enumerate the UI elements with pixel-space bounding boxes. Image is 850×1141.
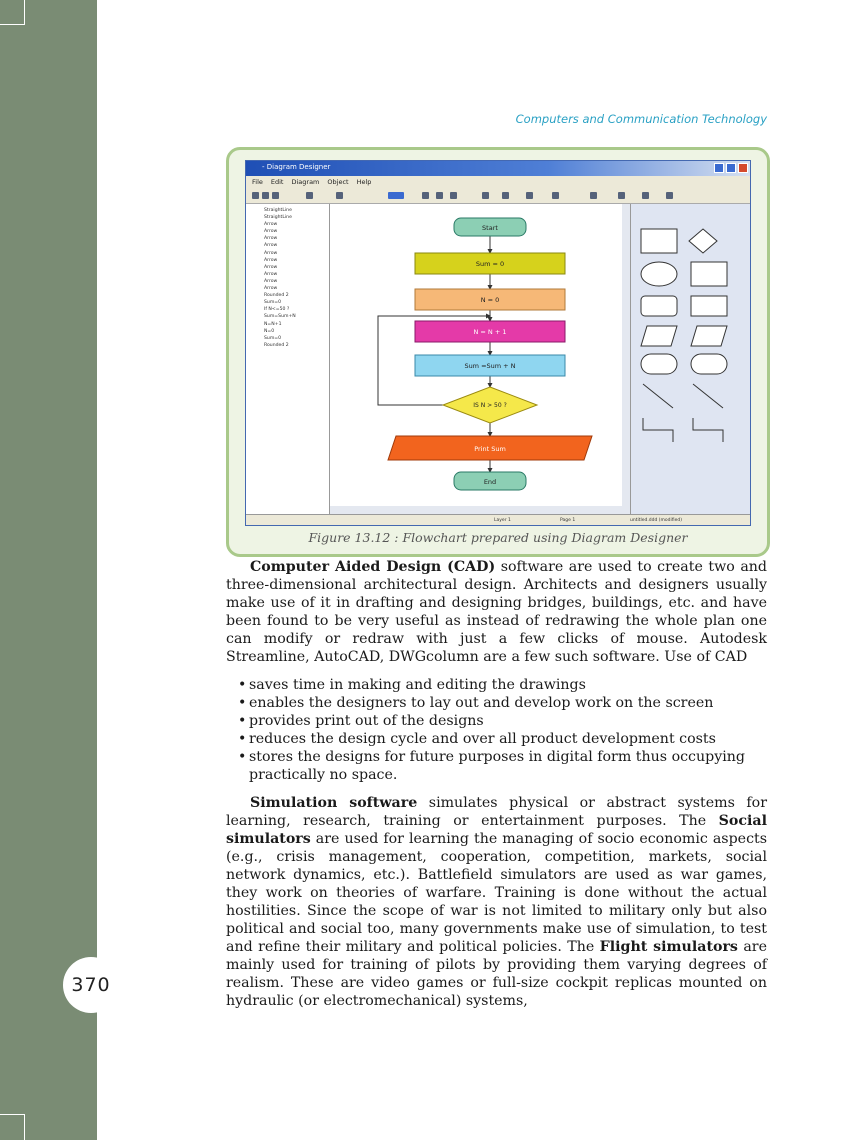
list-item: • saves time in making and editing the drawings <box>238 676 767 694</box>
toolbar <box>246 188 750 204</box>
figure-caption: Figure 13.12 : Flowchart prepared using Diagram Designer <box>308 530 688 545</box>
palette-box-icon <box>691 262 727 286</box>
object-list-item: N=0 <box>264 328 275 334</box>
object-list-item: StraightLine <box>264 208 292 213</box>
print-icon <box>306 192 313 199</box>
term-flight-simulators: Flight simulators <box>599 939 738 955</box>
minimize-icon <box>714 163 724 173</box>
save-icon <box>272 192 279 199</box>
object-list-item: Rounded 2 <box>264 342 289 348</box>
zoom-icon <box>422 192 429 199</box>
object-list-item: Arrow <box>264 243 278 249</box>
shape-palette <box>630 204 750 514</box>
menu-edit: Edit <box>270 178 284 186</box>
maximize-icon <box>726 163 736 173</box>
paragraph-simulation <box>226 794 767 1010</box>
flowchart <box>330 204 630 514</box>
corner-mark-bottom <box>0 1114 25 1141</box>
dash-icon <box>666 192 673 199</box>
figure-box <box>226 147 770 557</box>
palette-data-icon <box>691 326 727 346</box>
zoom-out-icon <box>436 192 443 199</box>
flow-step-sum-init-label: Sum = 0 <box>475 260 505 268</box>
term-simulation-software: Simulation software <box>250 795 418 811</box>
running-head: Computers and Communication Technology <box>515 112 767 126</box>
list-item: • enables the designers to lay out and develop work on the screen <box>238 694 767 712</box>
palette-line-icon <box>643 384 673 408</box>
object-list-item: If N<=50 ? <box>264 307 290 313</box>
horizontal-scrollbar <box>330 506 622 514</box>
flow-start-label: Start <box>482 224 498 232</box>
object-list-panel <box>246 204 330 514</box>
page-number: 370 <box>63 957 119 1013</box>
align-icon <box>590 192 597 199</box>
arrow-icon <box>502 192 509 199</box>
paragraph-simulation-text-2: are used for learning the managing of socio economic aspects (e.g., crisis management, cooperation, competition, markets, social network dynamics, etc.). Battlefield simulators are used as war games, they work on theories of warfare. Training is done without the actual hostilities. Since the scope of war is not limited to military only but also political and social too, many governments make use of simulation, to test and refine their military and political policies. The <box>226 831 767 955</box>
paragraph-cad <box>226 558 767 666</box>
statusbar <box>246 514 750 525</box>
color-icon <box>642 192 649 199</box>
flow-step-increment-label: N = N + 1 <box>473 328 507 336</box>
palette-diamond-icon <box>689 229 717 253</box>
shape-icon <box>526 192 533 199</box>
palette-storage-icon <box>691 354 727 374</box>
palette-elbow-icon <box>693 418 723 442</box>
window-title: - Diagram Designer <box>262 163 331 171</box>
flow-end-label: End <box>483 478 497 486</box>
object-list-item: N=N+1 <box>264 321 282 327</box>
line-icon <box>482 192 489 199</box>
menu-diagram: Diagram <box>291 178 320 186</box>
pointer-icon <box>450 192 457 199</box>
term-social-simulators: Social simulators <box>226 813 767 847</box>
flow-decision-label: IS N > 50 ? <box>473 402 507 409</box>
term-cad: Computer Aided Design (CAD) <box>250 559 496 575</box>
open-icon <box>262 192 269 199</box>
object-list-item: Arrow <box>264 222 278 228</box>
flow-step-n-init-label: N = 0 <box>480 296 500 304</box>
palette-connector-icon <box>643 418 673 442</box>
status-page: Page 1 <box>560 518 576 523</box>
object-list-item: StraightLine <box>264 215 292 221</box>
menubar <box>246 176 750 188</box>
object-list-item: Arrow <box>264 257 278 263</box>
object-list-item: Rounded 2 <box>264 293 289 299</box>
list-item: • reduces the design cycle and over all product development costs <box>238 730 767 748</box>
palette-rounded-icon <box>641 296 677 316</box>
new-icon <box>252 192 259 199</box>
object-list-item: Arrow <box>264 250 278 256</box>
palette-terminator-icon <box>641 354 677 374</box>
fill-icon <box>618 192 625 199</box>
palette-ellipse-icon <box>641 262 677 286</box>
object-list-item: Arrow <box>264 229 278 235</box>
list-item: • stores the designs for future purposes in digital form thus occupying practically no space. <box>238 748 767 784</box>
diagram-canvas <box>330 204 630 514</box>
flow-output-label: Print Sum <box>474 445 506 453</box>
object-list-item: Sum=0 <box>264 335 282 341</box>
palette-rectangle-icon <box>641 229 677 253</box>
close-icon <box>738 163 748 173</box>
select-icon <box>388 192 404 199</box>
window-titlebar <box>246 161 750 176</box>
cad-benefits-list <box>238 676 767 784</box>
menu-file: File <box>252 178 263 186</box>
menu-help: Help <box>356 178 372 186</box>
object-list-item: Arrow <box>264 286 278 292</box>
palette-arrow-line-icon <box>693 384 723 408</box>
object-list-item: Sum=Sum+N <box>264 314 296 320</box>
list-item: • provides print out of the designs <box>238 712 767 730</box>
object-list-item: Arrow <box>264 271 278 277</box>
corner-mark-top <box>0 0 25 25</box>
flow-step-accumulate-label: Sum =Sum + N <box>464 362 516 370</box>
status-file: untitled.ddd (modified) <box>630 518 683 523</box>
object-list-item: Sum=0 <box>264 300 282 306</box>
menu-object: Object <box>327 178 349 186</box>
paragraph-simulation-text-3: are mainly used for training of pilots by providing them varying degrees of realism. These are video games or full-size cockpit replicas mounted on hydraulic (or electromechanical) systems, <box>226 939 767 1009</box>
object-list-item: Arrow <box>264 278 278 284</box>
object-list-item: Arrow <box>264 264 278 270</box>
vertical-scrollbar <box>622 204 630 514</box>
palette-parallelogram-icon <box>641 326 677 346</box>
undo-icon <box>336 192 343 199</box>
paragraph-cad-text: software are used to create two and three-dimensional architectural design. Architects and designers usually make use of it in drafting and designing bridges, buildings, etc. and have been found to be very useful as instead of redrawing the whole plan one can modify or redraw with just a few clicks of mouse. Autodesk Streamline, AutoCAD, DWGcolumn are a few such software. Use of CAD <box>226 559 767 665</box>
status-layer: Layer 1 <box>494 518 511 523</box>
diagram-designer-screenshot <box>245 160 751 526</box>
palette-process-icon <box>691 296 727 316</box>
ellipse-icon <box>552 192 559 199</box>
paragraph-simulation-text-1: simulates physical or abstract systems for learning, research, training or entertainment purposes. The <box>226 795 767 829</box>
object-list-item: Arrow <box>264 236 278 242</box>
